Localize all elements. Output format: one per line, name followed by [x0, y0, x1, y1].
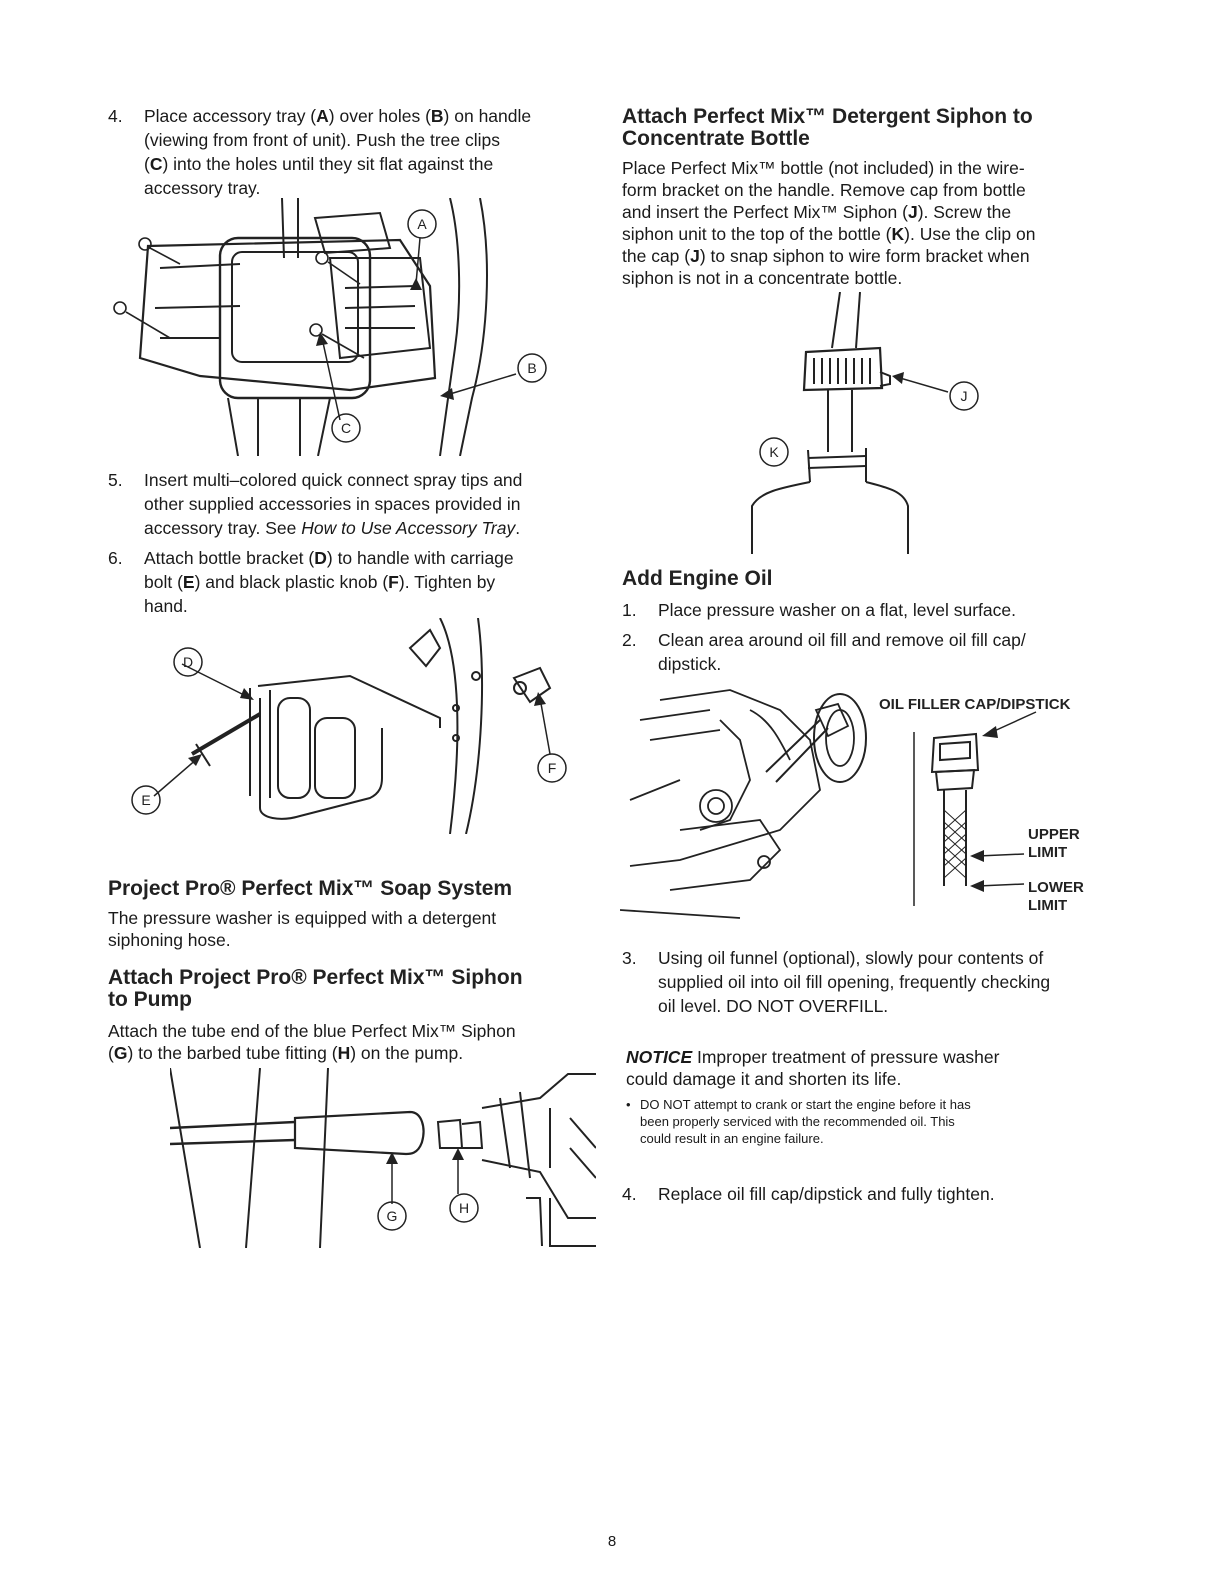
- step-5: [108, 468, 588, 542]
- siphon-to-pump-paragraph: Attach the tube end of the blue Perfect Mix™ Siphon (G) to the barbed tube fitting (H) on the pump.: [108, 1021, 516, 1063]
- soap-system-paragraph: The pressure washer is equipped with a detergent siphoning hose.: [108, 908, 497, 950]
- step-text: Place pressure washer on a flat, level surface.: [658, 600, 1016, 620]
- siphon-pump-figure: [170, 1068, 596, 1248]
- oil-step-2: [622, 628, 1112, 678]
- step-number: 2.: [622, 630, 637, 650]
- oil-step-4: [622, 1182, 1112, 1208]
- step-text: Replace oil fill cap/dipstick and fully tighten.: [658, 1184, 995, 1204]
- dipstick-figure: [912, 710, 1052, 906]
- callout-c: C: [340, 420, 352, 436]
- add-engine-oil-heading: Add Engine Oil: [622, 567, 773, 590]
- callout-d: D: [182, 654, 194, 670]
- step-number: 5.: [108, 470, 123, 490]
- callout-k: K: [769, 444, 779, 460]
- upper-limit-label: UPPER LIMIT: [1028, 826, 1080, 861]
- callout-b: B: [527, 360, 537, 376]
- siphon-to-pump-heading: Attach Project Pro® Perfect Mix™ Siphon to Pump: [108, 966, 523, 1011]
- step-number: 4.: [108, 106, 123, 126]
- oil-step-3: [622, 946, 1112, 1020]
- concentrate-bottle-figure: [740, 292, 1000, 554]
- step-6: [108, 546, 588, 620]
- bottle-bracket-figure: [110, 618, 580, 834]
- step-text: Place accessory tray (A) over holes (B) on handle (viewing from front of unit). Push the tree clips (C) into the holes until they sit flat against the accessory tray.: [144, 106, 532, 198]
- engine-oil-fill-figure: [620, 680, 880, 930]
- bullet-dot: •: [626, 1097, 631, 1112]
- callout-e: E: [141, 792, 151, 808]
- notice-bullet: • DO NOT attempt to crank or start the engine before it has been properly serviced with the recommended oil. This could result in an engine failure.: [626, 1097, 971, 1146]
- accessory-tray-figure: [100, 198, 580, 456]
- callout-g: G: [386, 1208, 398, 1224]
- page-number: 8: [607, 1533, 617, 1550]
- dipstick-caption: OIL FILLER CAP/DIPSTICK: [879, 696, 1071, 713]
- step-number: 4.: [622, 1184, 637, 1204]
- step-number: 6.: [108, 548, 123, 568]
- callout-a: A: [417, 216, 427, 232]
- callout-j: J: [960, 388, 968, 404]
- lower-limit-label: LOWER LIMIT: [1028, 879, 1084, 914]
- step-number: 3.: [622, 948, 637, 968]
- notice-block: NOTICE Improper treatment of pressure washer could damage it and shorten its life.: [626, 1047, 1000, 1089]
- callout-h: H: [458, 1200, 470, 1216]
- step-text: Using oil funnel (optional), slowly pour contents of supplied oil into oil fill opening, frequently checking oil level. DO NOT OVERFILL.: [658, 948, 1051, 1016]
- step-4: [108, 104, 588, 204]
- step-text: Clean area around oil fill and remove oil fill cap/ dipstick.: [658, 630, 1026, 674]
- step-text: Insert multi–colored quick connect spray tips and other supplied accessories in spaces provided in accessory tray. See How to Use Accessory Tray.: [144, 470, 523, 538]
- oil-step-1: [622, 598, 1112, 624]
- step-text: Attach bottle bracket (D) to handle with carriage bolt (E) and black plastic knob (F). Tighten by hand.: [144, 548, 514, 616]
- soap-system-heading: Project Pro® Perfect Mix™ Soap System: [108, 877, 513, 900]
- notice-label: NOTICE: [626, 1047, 693, 1067]
- detergent-siphon-heading: Attach Perfect Mix™ Detergent Siphon to Concentrate Bottle: [622, 105, 1033, 150]
- detergent-siphon-paragraph: Place Perfect Mix™ bottle (not included) in the wire- form bracket on the handle. Remove cap from bottle and insert the Perfect Mix™ Siphon (J). Screw the siphon unit to the top of the bottle (K). Use the clip on the cap (J) to snap siphon to wire form bracket when siphon is not in a concentrate bottle.: [622, 158, 1036, 288]
- callout-f: F: [547, 760, 557, 776]
- step-number: 1.: [622, 600, 637, 620]
